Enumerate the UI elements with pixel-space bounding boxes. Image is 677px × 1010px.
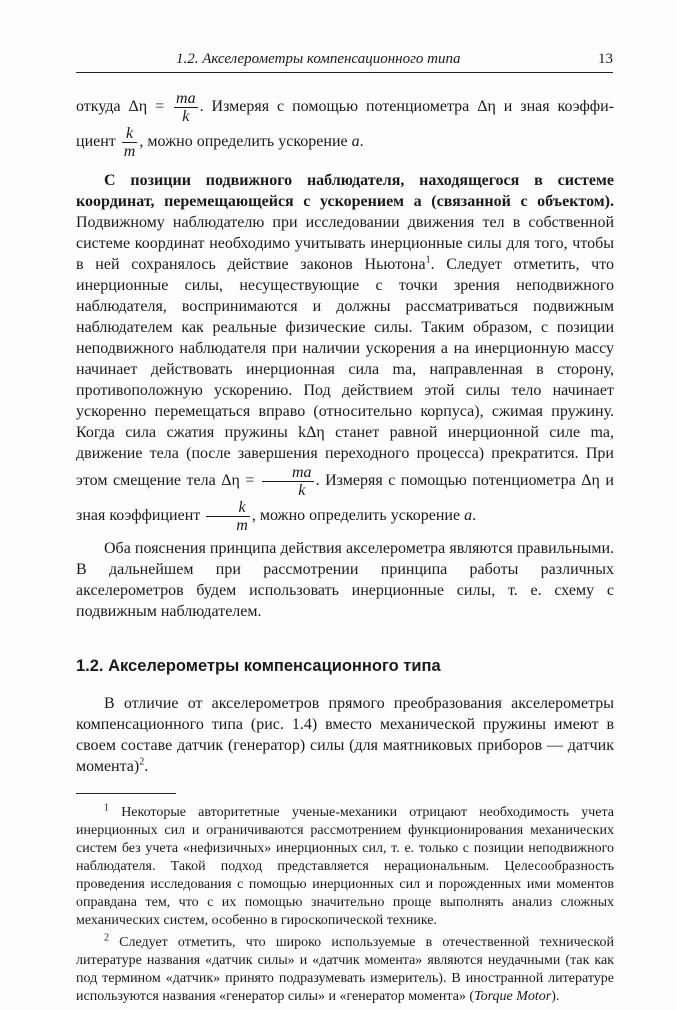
fraction-denominator: m <box>123 143 136 160</box>
footnote-text: ). <box>551 989 560 1004</box>
section-heading: 1.2. Акселерометры компенсационного типа <box>76 657 441 675</box>
footnote-1 <box>76 804 614 930</box>
text-span: циент <box>76 133 120 151</box>
variable-a: a <box>464 507 473 525</box>
footnote-italic-term: Torque Motor <box>474 989 552 1004</box>
fraction-numerator: ma <box>262 464 314 482</box>
running-title: 1.2. Акселерометры компенсационного типа <box>176 51 461 67</box>
text-span: . <box>472 507 477 525</box>
fraction-numerator: k <box>122 125 138 143</box>
footnote-ref: 1 <box>425 254 431 266</box>
text-span: , можно определить ускорение <box>139 133 352 151</box>
paragraph-moving-observer <box>76 170 614 534</box>
footnote-text: Некоторые авторитетные ученые-механики отрицают необходимость учета инерционных сил и ограничиваются рассмотрением функционирования механических систем без учета «нефизичных» инерционных сил, т. е. только с позиции неподвижного наблюдателя. Такой подход представляется нерациональным. Целесообразность проведения исследования с помощью инерционных сил и порожденных ими моментов оправдана тем, что с их помощью значительно проще выполнять анализ сложных механических систем, особенно в гироскопической технике. <box>76 805 614 928</box>
footnote-ref: 2 <box>139 756 145 768</box>
page-body <box>76 90 614 1010</box>
fraction-numerator: ma <box>176 90 196 107</box>
footnote-divider <box>76 793 176 794</box>
text-span: . Измеряя с помощью потенциометра Δη и зная коэффи- <box>199 98 615 116</box>
footnote-mark: 1 <box>104 802 109 814</box>
text-span: откуда Δη = <box>76 98 173 116</box>
fraction-denominator: k <box>182 108 190 125</box>
fraction-denominator: k <box>298 482 306 499</box>
text-span: . Измеряя с помощью потенциометра Δη и зная коэффициент <box>76 472 614 525</box>
bold-lead-in: С позиции подвижного наблюдателя, находящегося в системе координат, перемещающейся с ускорением a (связанной с объектом). <box>76 172 614 210</box>
fraction-ma-over-k <box>174 90 198 125</box>
text-span: В отличие от акселерометров прямого преобразования акселерометры компенсационного типа (рис. 1.4) вместо механической пружины имеют в своем составе датчик (генератор) силы (для маятниковых приборов — датчик момента) <box>76 695 614 775</box>
paragraph-conclusion: Оба пояснения принципа действия акселерометра являются правильными. В дальнейшем при рассмотрении принципа работы различных акселерометров будем использовать инерционные силы, т. е. схему с подвижным наблюдателем. <box>76 540 614 620</box>
fraction-numerator: k <box>206 499 250 517</box>
footnote-2 <box>76 934 614 1006</box>
fraction-ma-over-k <box>262 464 314 499</box>
fraction-k-over-m <box>206 499 250 534</box>
footnote-text: Следует отметить, что широко используемые в отечественной технической литературе названия «датчик силы» и «датчик момента» являются неудачными (так как под термином «датчик» принято подразумевать измеритель). В иностранной литературе используются названия «генератор силы» и «генератор момента» ( <box>76 935 614 1004</box>
text-span: , можно определить ускорение <box>251 507 465 525</box>
variable-a: a <box>351 133 360 151</box>
page-number: 13 <box>598 51 613 67</box>
fraction-denominator: m <box>236 517 248 534</box>
text-span: Подвижному наблюдателю при исследовании движения тел в собственной системе координат необходимо учитывать инерционные силы для того, чтобы в ней сохранялось действие законов Ньютона <box>76 214 614 273</box>
footnote-mark: 2 <box>104 932 109 944</box>
running-header <box>76 50 613 73</box>
fraction-k-over-m <box>122 125 138 160</box>
text-span: . <box>144 758 149 775</box>
text-span: . <box>359 133 364 151</box>
paragraph-compensation-type <box>76 693 614 777</box>
text-span: . Следует отметить, что инерционные силы, несуществующие с точки зрения неподвижного наблюдателя, воспринимаются и должны рассматриваться подвижным наблюдателем как реальные физические силы. Таким образом, с позиции неподвижного наблюдателя при наличии ускорения a на инерционную массу начинает действовать инерционная сила ma, направленная в сторону, противоположную ускорению. Под действием этой силы тело начинает ускоренно перемещаться вправо (относительно корпуса), сжимая пружину. Когда сила сжатия пружины kΔη станет равной инерционной силе ma, движение тела (после завершения переходного процесса) прекратится. При этом смещение тела Δη = <box>76 256 615 490</box>
paragraph-equation-1 <box>76 90 614 160</box>
